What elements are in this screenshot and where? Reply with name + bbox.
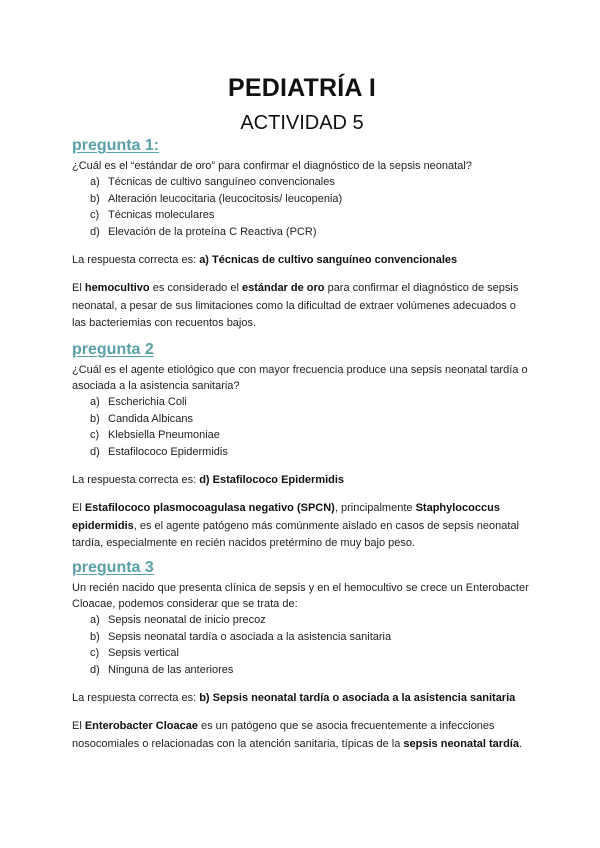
question-3-explanation (72, 718, 532, 753)
option-c (72, 207, 532, 224)
option-text: Estafilococo Epidermidis (108, 445, 228, 458)
option-a (72, 612, 532, 629)
option-text: Alteración leucocitaria (leucocitosis/ leucopenia) (108, 192, 343, 205)
option-letter: d) (90, 663, 100, 676)
question-2-heading: pregunta 2 (72, 341, 154, 358)
option-letter: a) (90, 614, 100, 626)
option-a (72, 394, 532, 411)
option-c (72, 427, 532, 444)
expl-bold: Estafilococo plasmocoagulasa negativo (SPCN) (84, 502, 335, 514)
option-d (72, 662, 532, 679)
expl-text: es un patógeno que se asocia frecuentemente a infecciones nosocomiales o relacionadas con la atención sanitaria, típicas de la (72, 720, 495, 750)
option-letter: a) (90, 396, 100, 408)
expl-text: es considerado el (149, 282, 242, 294)
option-letter: d) (90, 445, 100, 458)
option-text: Elevación de la proteína C Reactiva (PCR) (108, 225, 317, 238)
expl-bold: Enterobacter Cloacae (84, 720, 198, 732)
question-1-explanation (72, 280, 532, 333)
option-letter: b) (90, 630, 100, 643)
expl-text: El (72, 282, 85, 294)
question-2 (72, 340, 532, 553)
answer-value: d) Estafilococo Epidermidis (199, 474, 345, 486)
option-text: Ninguna de las anteriores (108, 663, 234, 676)
question-1-answer (72, 252, 532, 268)
answer-value: b) Sepsis neonatal tardía o asociada a la asistencia sanitaria (199, 692, 516, 704)
option-text: Candida Albicans (108, 412, 194, 425)
page-subtitle: ACTIVIDAD 5 (240, 112, 364, 134)
expl-text: , principalmente (334, 502, 416, 514)
option-text: Sepsis neonatal de inicio precoz (108, 614, 266, 626)
option-text: Klebsiella Pneumoniae (108, 429, 220, 441)
expl-text: El (72, 502, 85, 514)
expl-bold: hemocultivo (84, 282, 150, 294)
question-1-options (72, 174, 532, 240)
option-letter: d) (90, 225, 100, 238)
option-text: Técnicas moleculares (108, 209, 215, 221)
page-title: PEDIATRÍA I (227, 74, 377, 102)
question-3-text: Un recién nacido que presenta clínica de sepsis y en el hemocultivo se crece un Enterobacter Cloacae, podemos considerar que se trata de: (72, 582, 529, 610)
expl-bold: sepsis neonatal tardía (403, 737, 519, 750)
expl-text: , es el agente patógeno más comúnmente aislado en casos de sepsis neonatal tardía, especialmente en recién nacidos pretérmino de muy bajo peso. (72, 519, 520, 549)
option-text: Sepsis neonatal tardía o asociada a la asistencia sanitaria (108, 630, 392, 643)
question-2-answer (72, 472, 532, 488)
option-text: Sepsis vertical (108, 647, 179, 659)
option-letter: c) (90, 429, 100, 441)
expl-text: para confirmar el diagnóstico de sepsis neonatal, a pesar de sus limitaciones como la dificultad de extraer volúmenes adecuados o las bacteriemias con recuentos bajos. (72, 282, 519, 329)
question-1 (72, 136, 532, 333)
question-3 (72, 558, 532, 753)
expl-text: El (72, 720, 85, 732)
option-c (72, 645, 532, 662)
option-d (72, 224, 532, 241)
question-2-explanation (72, 500, 532, 553)
expl-bold: Staphylococcus epidermidis (72, 502, 500, 532)
option-b (72, 411, 532, 428)
question-1-heading: pregunta 1: (72, 137, 160, 154)
question-2-text: ¿Cuál es el agente etiológico que con mayor frecuencia produce una sepsis neonatal tardía o asociada a la asistencia sanitaria? (72, 364, 528, 392)
option-d (72, 444, 532, 461)
question-2-options (72, 394, 532, 460)
answer-prefix: La respuesta correcta es: (72, 474, 200, 486)
answer-prefix: La respuesta correcta es: (72, 692, 200, 704)
option-letter: c) (90, 209, 100, 221)
option-letter: a) (90, 176, 100, 188)
option-letter: b) (90, 192, 100, 205)
option-letter: b) (90, 412, 100, 425)
question-3-answer (72, 690, 532, 706)
expl-text: . (518, 737, 523, 750)
question-3-options (72, 612, 532, 678)
answer-prefix: La respuesta correcta es: (72, 254, 200, 266)
option-b (72, 191, 532, 208)
option-text: Técnicas de cultivo sanguíneo convencionales (108, 176, 335, 188)
question-1-text: ¿Cuál es el “estándar de oro” para confirmar el diagnóstico de la sepsis neonatal? (72, 160, 472, 172)
option-b (72, 629, 532, 646)
expl-bold: estándar de oro (241, 282, 325, 294)
option-a (72, 174, 532, 191)
option-text: Escherichia Coli (108, 396, 187, 408)
answer-value: a) Técnicas de cultivo sanguíneo convencionales (199, 254, 458, 266)
option-letter: c) (90, 647, 100, 659)
question-3-heading: pregunta 3 (72, 559, 154, 576)
